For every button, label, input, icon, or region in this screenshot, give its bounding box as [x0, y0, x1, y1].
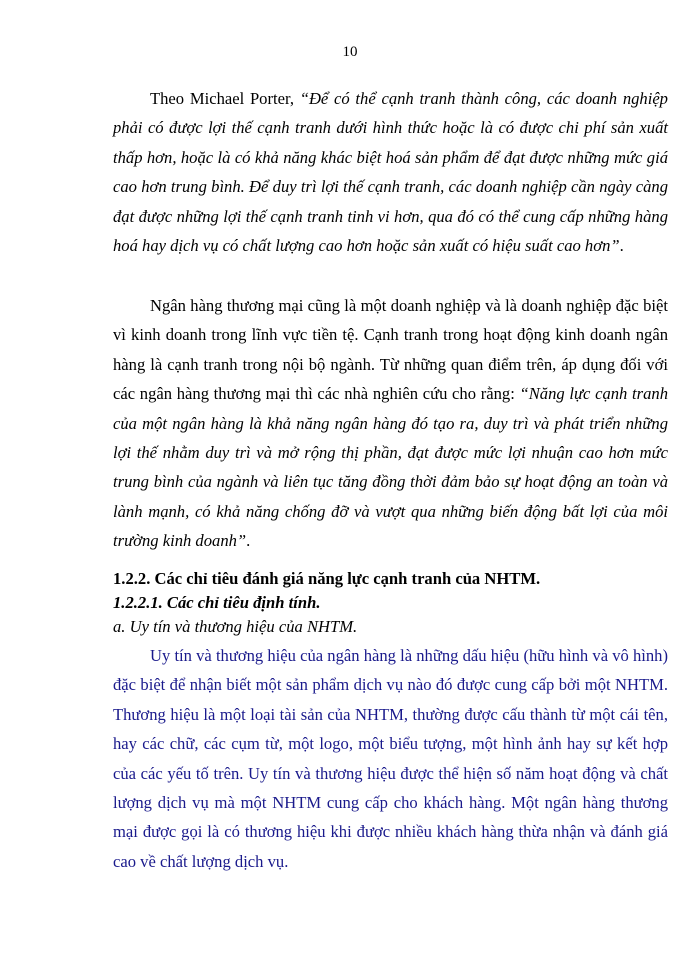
section-heading-1-2-2: 1.2.2. Các chỉ tiêu đánh giá năng lực cạnh tranh của NHTM. [113, 569, 541, 588]
paragraph-porter [113, 84, 668, 260]
paragraph-nhtm-definition [113, 291, 668, 556]
paragraph-porter-lead: Theo Michael Porter, [150, 89, 300, 108]
paragraph-nhtm-quote: “Năng lực cạnh tranh của một ngân hàng là khả năng ngân hàng đó tạo ra, duy trì và phát triển những lợi thế nhằm duy trì và mở rộng thị phần, đạt được mức lợi nhuận cao hơn mức trung bình của ngành và liên tục tăng đồng thời đảm bảo sự hoạt động an toàn và lành mạnh, có khả năng chống đỡ và vượt qua những biến động bất lợi của môi trường kinh doanh” [113, 384, 669, 551]
paragraph-porter-tail: . [619, 236, 624, 256]
section-heading-1-2-2-1: 1.2.2.1. Các chỉ tiêu định tính. [113, 593, 321, 612]
paragraph-nhtm-text: Ngân hàng thương mại cũng là một doanh nghiệp và là doanh nghiệp đặc biệt vì kinh doanh trong lĩnh vực tiền tệ. Cạnh tranh trong hoạt động kinh doanh ngân hàng là cạnh tranh trong nội bộ ngành. Từ những quan điểm trên, áp dụng đối với các ngân hàng thương mại thì các nhà nghiên cứu cho rằng: [113, 296, 668, 404]
paragraph-nhtm-tail: . [246, 531, 251, 551]
paragraph-porter-quote: “Để có thể cạnh tranh thành công, các doanh nghiệp phải có được lợi thế cạnh tranh dưới hình thức hoặc là có được chi phí sản xuất thấp hơn, hoặc là có khả năng khác biệt hoá sản phẩm để đạt được những mức giá cao hơn trung bình. Để duy trì lợi thế cạnh tranh, các doanh nghiệp cần ngày càng đạt được những lợi thế cạnh tranh tinh vi hơn, qua đó có thể cung cấp những hàng hoá hay dịch vụ có chất lượng cao hơn hoặc sản xuất có hiệu suất cao hơn” [113, 89, 668, 256]
subheading-a: a. Uy tín và thương hiệu của NHTM. [113, 617, 358, 636]
page-number: 10 [342, 44, 358, 60]
paragraph-brand [113, 641, 668, 876]
paragraph-brand-text: Uy tín và thương hiệu của ngân hàng là những dấu hiệu (hữu hình và vô hình) đặc biệt để nhận biết một sản phẩm dịch vụ nào đó được cung cấp bởi một NHTM. Thương hiệu là một loại tài sản của NHTM, thường được cấu thành từ một cái tên, hay các chữ, các cụm từ, một logo, một biểu tượng, một hình ảnh hay sự kết hợp của các yếu tố trên. Uy tín và thương hiệu được thể hiện số năm hoạt động và chất lượng dịch vụ mà một NHTM cung cấp cho khách hàng. Một ngân hàng thương mại được gọi là có thương hiệu khi được nhiều khách hàng thừa nhận và đánh giá cao về chất lượng dịch vụ. [113, 646, 668, 871]
